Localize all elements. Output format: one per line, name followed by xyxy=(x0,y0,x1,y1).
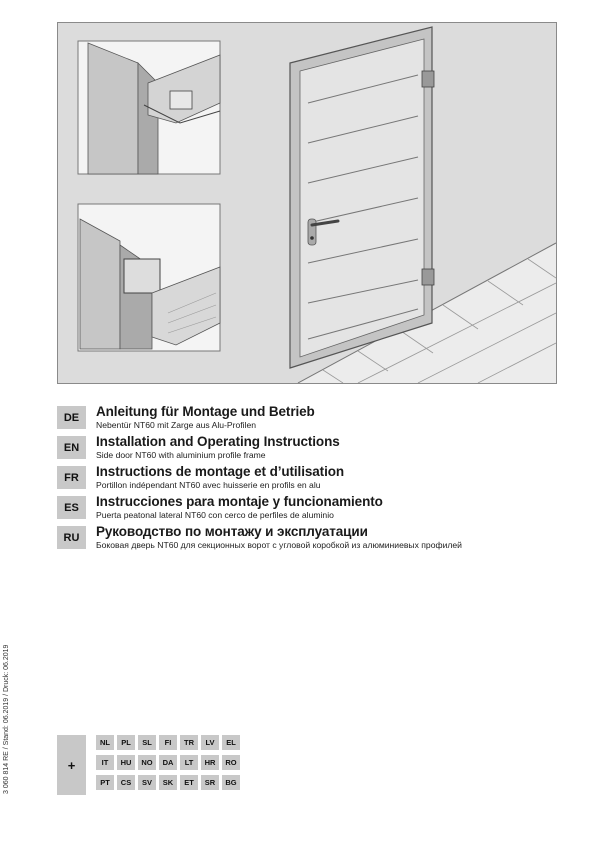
language-code-pl: PL xyxy=(117,735,135,750)
lang-title-en: Installation and Operating Instructions xyxy=(96,434,340,449)
language-code-et: ET xyxy=(180,775,198,790)
lang-badge-fr: FR xyxy=(57,466,86,489)
language-code-hu: HU xyxy=(117,755,135,770)
lang-row-en xyxy=(57,434,567,464)
language-code-el: EL xyxy=(222,735,240,750)
language-code-cs: CS xyxy=(117,775,135,790)
lang-title-es: Instrucciones para montaje y funcionamiento xyxy=(96,494,383,509)
lang-title-ru: Руководство по монтажу и эксплуатации xyxy=(96,524,368,539)
door-leaf xyxy=(300,39,424,357)
language-code-sv: SV xyxy=(138,775,156,790)
hinge-top xyxy=(422,71,434,87)
lang-badge-en: EN xyxy=(57,436,86,459)
lang-badge-ru: RU xyxy=(57,526,86,549)
language-code-nl: NL xyxy=(96,735,114,750)
language-code-da: DA xyxy=(159,755,177,770)
language-code-hr: HR xyxy=(201,755,219,770)
more-languages-plus: + xyxy=(57,735,86,795)
lang-row-ru xyxy=(57,524,567,554)
lang-subtitle-es: Puerta peatonal lateral NT60 con cerco de perfiles de aluminio xyxy=(96,510,334,520)
cover-illustration xyxy=(57,22,557,384)
language-code-pt: PT xyxy=(96,775,114,790)
lang-badge-es: ES xyxy=(57,496,86,519)
language-titles xyxy=(57,404,567,554)
document-code: 3 060 814 RE / Stand: 06.2019 / Druck: 06.2019 xyxy=(3,644,10,794)
language-code-lt: LT xyxy=(180,755,198,770)
lang-row-de xyxy=(57,404,567,434)
language-code-sr: SR xyxy=(201,775,219,790)
detail-frame-top xyxy=(78,41,220,174)
language-code-sk: SK xyxy=(159,775,177,790)
lang-row-es xyxy=(57,494,567,524)
lang-subtitle-ru: Боковая дверь NT60 для секционных ворот с угловой коробкой из алюминиевых профилей xyxy=(96,540,462,550)
other-languages xyxy=(96,735,240,790)
language-code-sl: SL xyxy=(138,735,156,750)
lang-title-de: Anleitung für Montage und Betrieb xyxy=(96,404,315,419)
language-code-it: IT xyxy=(96,755,114,770)
detail-frame-bottom xyxy=(78,204,220,351)
language-code-ro: RO xyxy=(222,755,240,770)
language-code-fi: FI xyxy=(159,735,177,750)
lang-subtitle-en: Side door NT60 with aluminium profile frame xyxy=(96,450,266,460)
lang-title-fr: Instructions de montage et d’utilisation xyxy=(96,464,345,479)
language-code-no: NO xyxy=(138,755,156,770)
language-code-lv: LV xyxy=(201,735,219,750)
lang-row-fr xyxy=(57,464,567,494)
language-code-bg: BG xyxy=(222,775,240,790)
lang-subtitle-de: Nebentür NT60 mit Zarge aus Alu-Profilen xyxy=(96,420,257,430)
door-illustration xyxy=(58,23,556,383)
lang-subtitle-fr: Portillon indépendant NT60 avec huisserie en profils en alu xyxy=(96,480,321,490)
language-code-tr: TR xyxy=(180,735,198,750)
hinge-bottom xyxy=(422,269,434,285)
lang-badge-de: DE xyxy=(57,406,86,429)
